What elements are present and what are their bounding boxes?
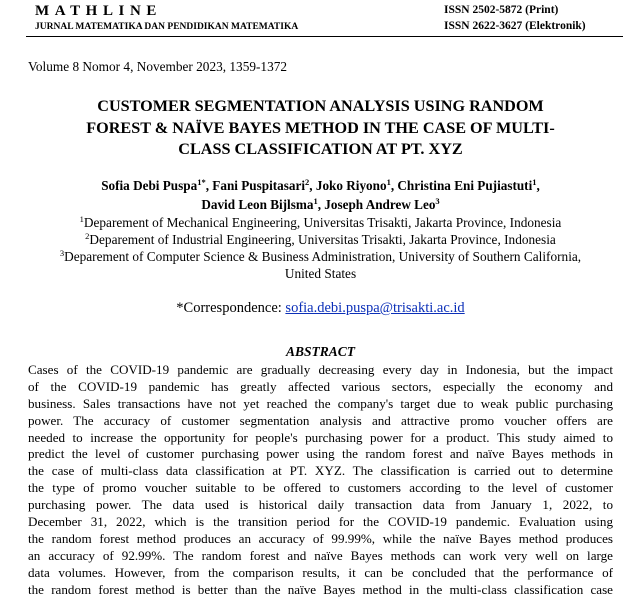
abstract-heading: ABSTRACT xyxy=(285,344,356,359)
author-affiliation-marker: 3 xyxy=(435,196,440,206)
author-line xyxy=(26,195,615,214)
affiliation-continuation xyxy=(26,265,615,282)
title-line: CLASS CLASSIFICATION AT PT. XYZ xyxy=(178,140,463,158)
abstract-line: the random forest method produces an accuracy of 99.99%, while the naïve Bayes method produces xyxy=(28,530,613,546)
issn-electronic: ISSN 2622-3627 (Elektronik) xyxy=(444,20,586,32)
affiliation-marker: 1 xyxy=(79,214,84,224)
correspondence-email-link[interactable]: sofia.debi.puspa@trisakti.ac.id xyxy=(285,300,465,316)
abstract-line: the case of multi-class data classification at PT. XYZ. The classification is carried out to determine xyxy=(28,463,613,479)
author-affiliation-marker: 1 xyxy=(532,177,537,187)
author-name: Joko Riyono xyxy=(315,178,387,193)
abstract-line: the type of promo voucher suitable to be offered to customers according to the level of customer xyxy=(28,480,613,496)
author-line xyxy=(26,176,615,195)
author-name: Joseph Andrew Leo xyxy=(324,197,436,212)
journal-name: MATHLINE xyxy=(35,3,163,19)
journal-subtitle: JURNAL MATEMATIKA DAN PENDIDIKAN MATEMATIKA xyxy=(35,22,299,32)
author-list xyxy=(26,176,615,214)
affiliation xyxy=(26,248,615,265)
paper-title xyxy=(26,96,615,161)
author-separator: , xyxy=(317,197,325,212)
author-separator: , xyxy=(390,178,398,193)
author-name: Fani Puspitasari xyxy=(212,178,305,193)
author-affiliation-marker: 1* xyxy=(197,177,206,187)
author-name: Sofia Debi Puspa xyxy=(101,178,198,193)
abstract-line: the random forest method is better than the naïve Bayes method in the multi-class classification case xyxy=(28,581,613,597)
affiliation-marker: 3 xyxy=(59,248,65,258)
correspondence-label: *Correspondence: xyxy=(176,300,286,316)
affiliation xyxy=(26,231,615,248)
author-affiliation-marker: 1 xyxy=(386,177,391,187)
volume-info: Volume 8 Nomor 4, November 2023, 1359-1372 xyxy=(28,59,288,74)
affiliation-text: Deparement of Mechanical Engineering, Universitas Trisakti, Jakarta Province, Indonesia xyxy=(83,215,562,230)
abstract-line: Cases of the COVID-19 pandemic are gradually decreasing every day in Indonesia, but the impact xyxy=(28,362,613,377)
abstract-line: data volumes. However, from the comparison results, it can be concluded that the performance of xyxy=(28,564,613,580)
author-separator: , xyxy=(309,178,316,193)
abstract-line: December 31, 2022, which is the transition period for the COVID-19 pandemic. Evaluation using xyxy=(28,514,613,530)
author-separator: , xyxy=(536,178,540,193)
abstract-line: purchasing power. The data used is historical daily transaction data from January 1, 2022, to xyxy=(28,497,613,513)
affiliation-text: United States xyxy=(284,266,357,281)
title-line: CUSTOMER SEGMENTATION ANALYSIS USING RANDOM xyxy=(97,97,544,115)
abstract-line: an accuracy of 92.99%. The random forest and naïve Bayes methods can work very well on large xyxy=(28,547,613,563)
affiliation-list xyxy=(26,214,615,282)
abstract-line: needed to increase the opportunity for people's purchasing power for a product. This study aimed to xyxy=(28,429,613,445)
journal-header xyxy=(26,2,623,37)
author-separator: , xyxy=(205,178,213,193)
issn-print: ISSN 2502-5872 (Print) xyxy=(444,4,559,16)
author-name: David Leon Bijlsma xyxy=(201,197,314,212)
abstract-line: power. The accuracy of customer segmentation analysis and attractive promo voucher offers are xyxy=(28,412,613,428)
affiliation-text: Deparement of Industrial Engineering, Universitas Trisakti, Jakarta Province, Indonesia xyxy=(89,232,556,247)
abstract-line: of the COVID-19 pandemic has greatly affected various sectors, especially the economy and xyxy=(28,378,613,394)
correspondence xyxy=(26,299,615,317)
author-affiliation-marker: 1 xyxy=(313,196,318,206)
author-affiliation-marker: 2 xyxy=(305,177,310,187)
abstract-line: business. Sales transactions have not yet reached the company's target due to weak public purchasing xyxy=(28,395,613,411)
title-line: FOREST & NAÏVE BAYES METHOD IN THE CASE OF MULTI- xyxy=(86,118,555,137)
affiliation-text: Deparement of Computer Science & Business Administration, University of Southern California, xyxy=(64,249,582,264)
affiliation-marker: 2 xyxy=(85,231,90,241)
abstract-body xyxy=(28,362,613,598)
abstract-line: predict the level of customer purchasing power using the random forest and naïve Bayes methods in xyxy=(28,446,613,462)
affiliation xyxy=(26,214,615,231)
author-name: Christina Eni Pujiastuti xyxy=(397,178,533,193)
